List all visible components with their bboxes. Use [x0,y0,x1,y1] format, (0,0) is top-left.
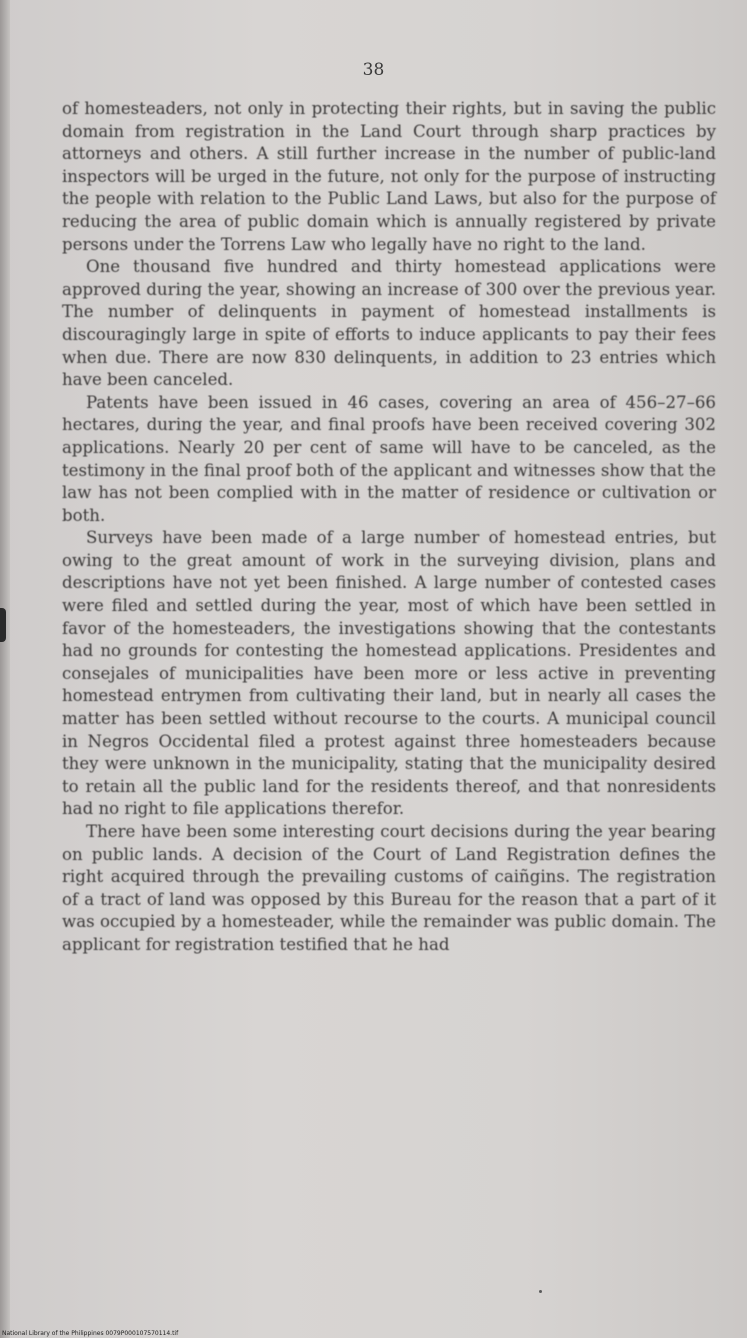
body-text [62,98,716,957]
page-number: 38 [362,60,385,80]
page-tab-marker [0,608,6,642]
paragraph: There have been some interesting court decisions during the year bearing on public lands. A decision of the Court of Land Registration defines the right acquired through the prevailing customs of caiñgins. The registration of a tract of land was opposed by this Bureau for the reason that a part of it was occupied by a homesteader, while the remainder was public domain. The applicant for registration testified that he had [62,822,716,954]
paragraph: One thousand five hundred and thirty homestead applications were approved during the year, showing an increase of 300 over the previous year. The number of delinquents in payment of homestead installments is discouragingly large in spite of efforts to induce applicants to pay their fees when due. There are now 830 delinquents, in addition to 23 entries which have been canceled. [62,257,716,390]
paragraph: Surveys have been made of a large number of homestead entries, but owing to the great amount of work in the surveying division, plans and descriptions have not yet been finished. A large number of contested cases were filed and settled during the year, most of which have been settled in favor of the homesteaders, the investigations showing that the contestants had no grounds for contesting the homestead applications. Presidentes and consejales of municipalities have been more or less active in preventing homestead entrymen from cultivating their land, but in nearly all cases the matter has been settled without recourse to the courts. A municipal council in Negros Occidental filed a protest against three homesteaders because they were unknown in the municipality, stating that the municipality desired to retain all the public land for the residents thereof, and that nonresidents had no right to file applications therefor. [62,528,716,819]
paragraph: Patents have been issued in 46 cases, covering an area of 456–27–66 hectares, during the year, and final proofs have been received covering 302 applications. Nearly 20 per cent of same will have to be canceled, as the testimony in the final proof both of the applicant and witnesses show that the law has not been complied with in the matter of residence or cultivation or both. [62,392,716,525]
paragraph: of homesteaders, not only in protecting their rights, but in saving the public domain from registration in the Land Court through sharp practices by attorneys and others. A still further increase in the number of public-land inspectors will be urged in the future, not only for the purpose of instructing the people with relation to the Public Land Laws, but also for the purpose of reducing the area of public domain which is annually registered by private persons under the Torrens Law who legally have no right to the land. [62,99,716,254]
ink-speck [539,1290,542,1293]
page-binding-edge [0,0,10,1338]
scan-footer: National Library of the Philippines 0079P000107570114.tif [2,1330,179,1337]
